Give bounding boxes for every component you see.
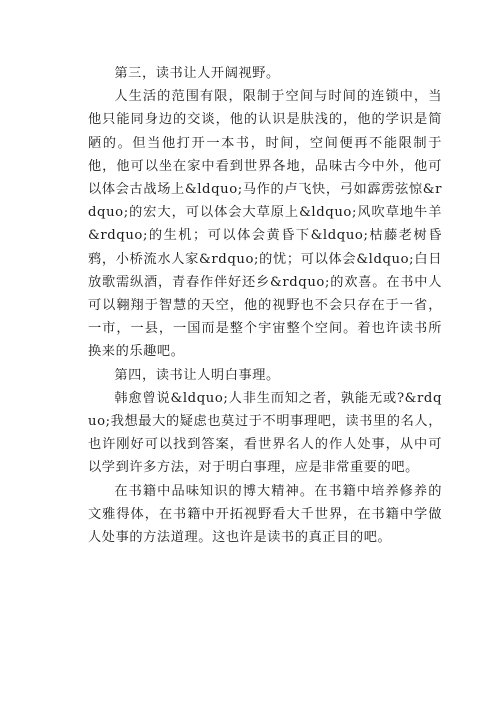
paragraph-conclusion: 在书籍中品味知识的博大精神。在书籍中培养修养的文雅得体，在书籍中开拓视野看大千世界，在书籍中学做人处事的方法道理。这也许是读书的真正目的吧。: [88, 483, 442, 546]
paragraph-heading-third: 第三，读书让人开阔视野。: [114, 66, 280, 81]
paragraph-body-reason: 韩愈曾说&ldquo;人非生而知之者，孰能无或?&rdquo;我想最大的疑虑也莫过于不明事理吧，读书里的名人，也许刚好可以找到答案，看世界名人的作人处事，从中可以学到许多方法，对于明白事理，应是非常重要的吧。: [88, 390, 442, 476]
paragraph-heading-fourth: 第四，读书让人明白事理。: [114, 367, 280, 383]
paragraph-body-horizons: 人生活的范围有限，限制于空间与时间的连锁中，当他只能同身边的交谈，他的认识是肤浅的，他的学识是简陋的。但当他打开一本书，时间，空间便再不能限制于他，他可以坐在家中看到世界各地，品味古今中外，他可以体会古战场上&ldquo;马作的卢飞快，弓如霹雳弦惊&rdquo;的宏大，可以体会大草原上&ldquo;风吹草地牛羊&rdquo;的生机；可以体会黄昏下&ldquo;枯藤老树昏鸦，小桥流水人家&rdquo;的忧；可以体会&ldquo;白日放歌需纵酒，青春作伴好还乡&rdquo;的欢喜。在书中人可以翱翔于智慧的天空，他的视野也不会只存在于一省，一市，一县，一国而是整个宇宙整个空间。着也许读书所换来的乐趣吧。: [88, 89, 442, 360]
